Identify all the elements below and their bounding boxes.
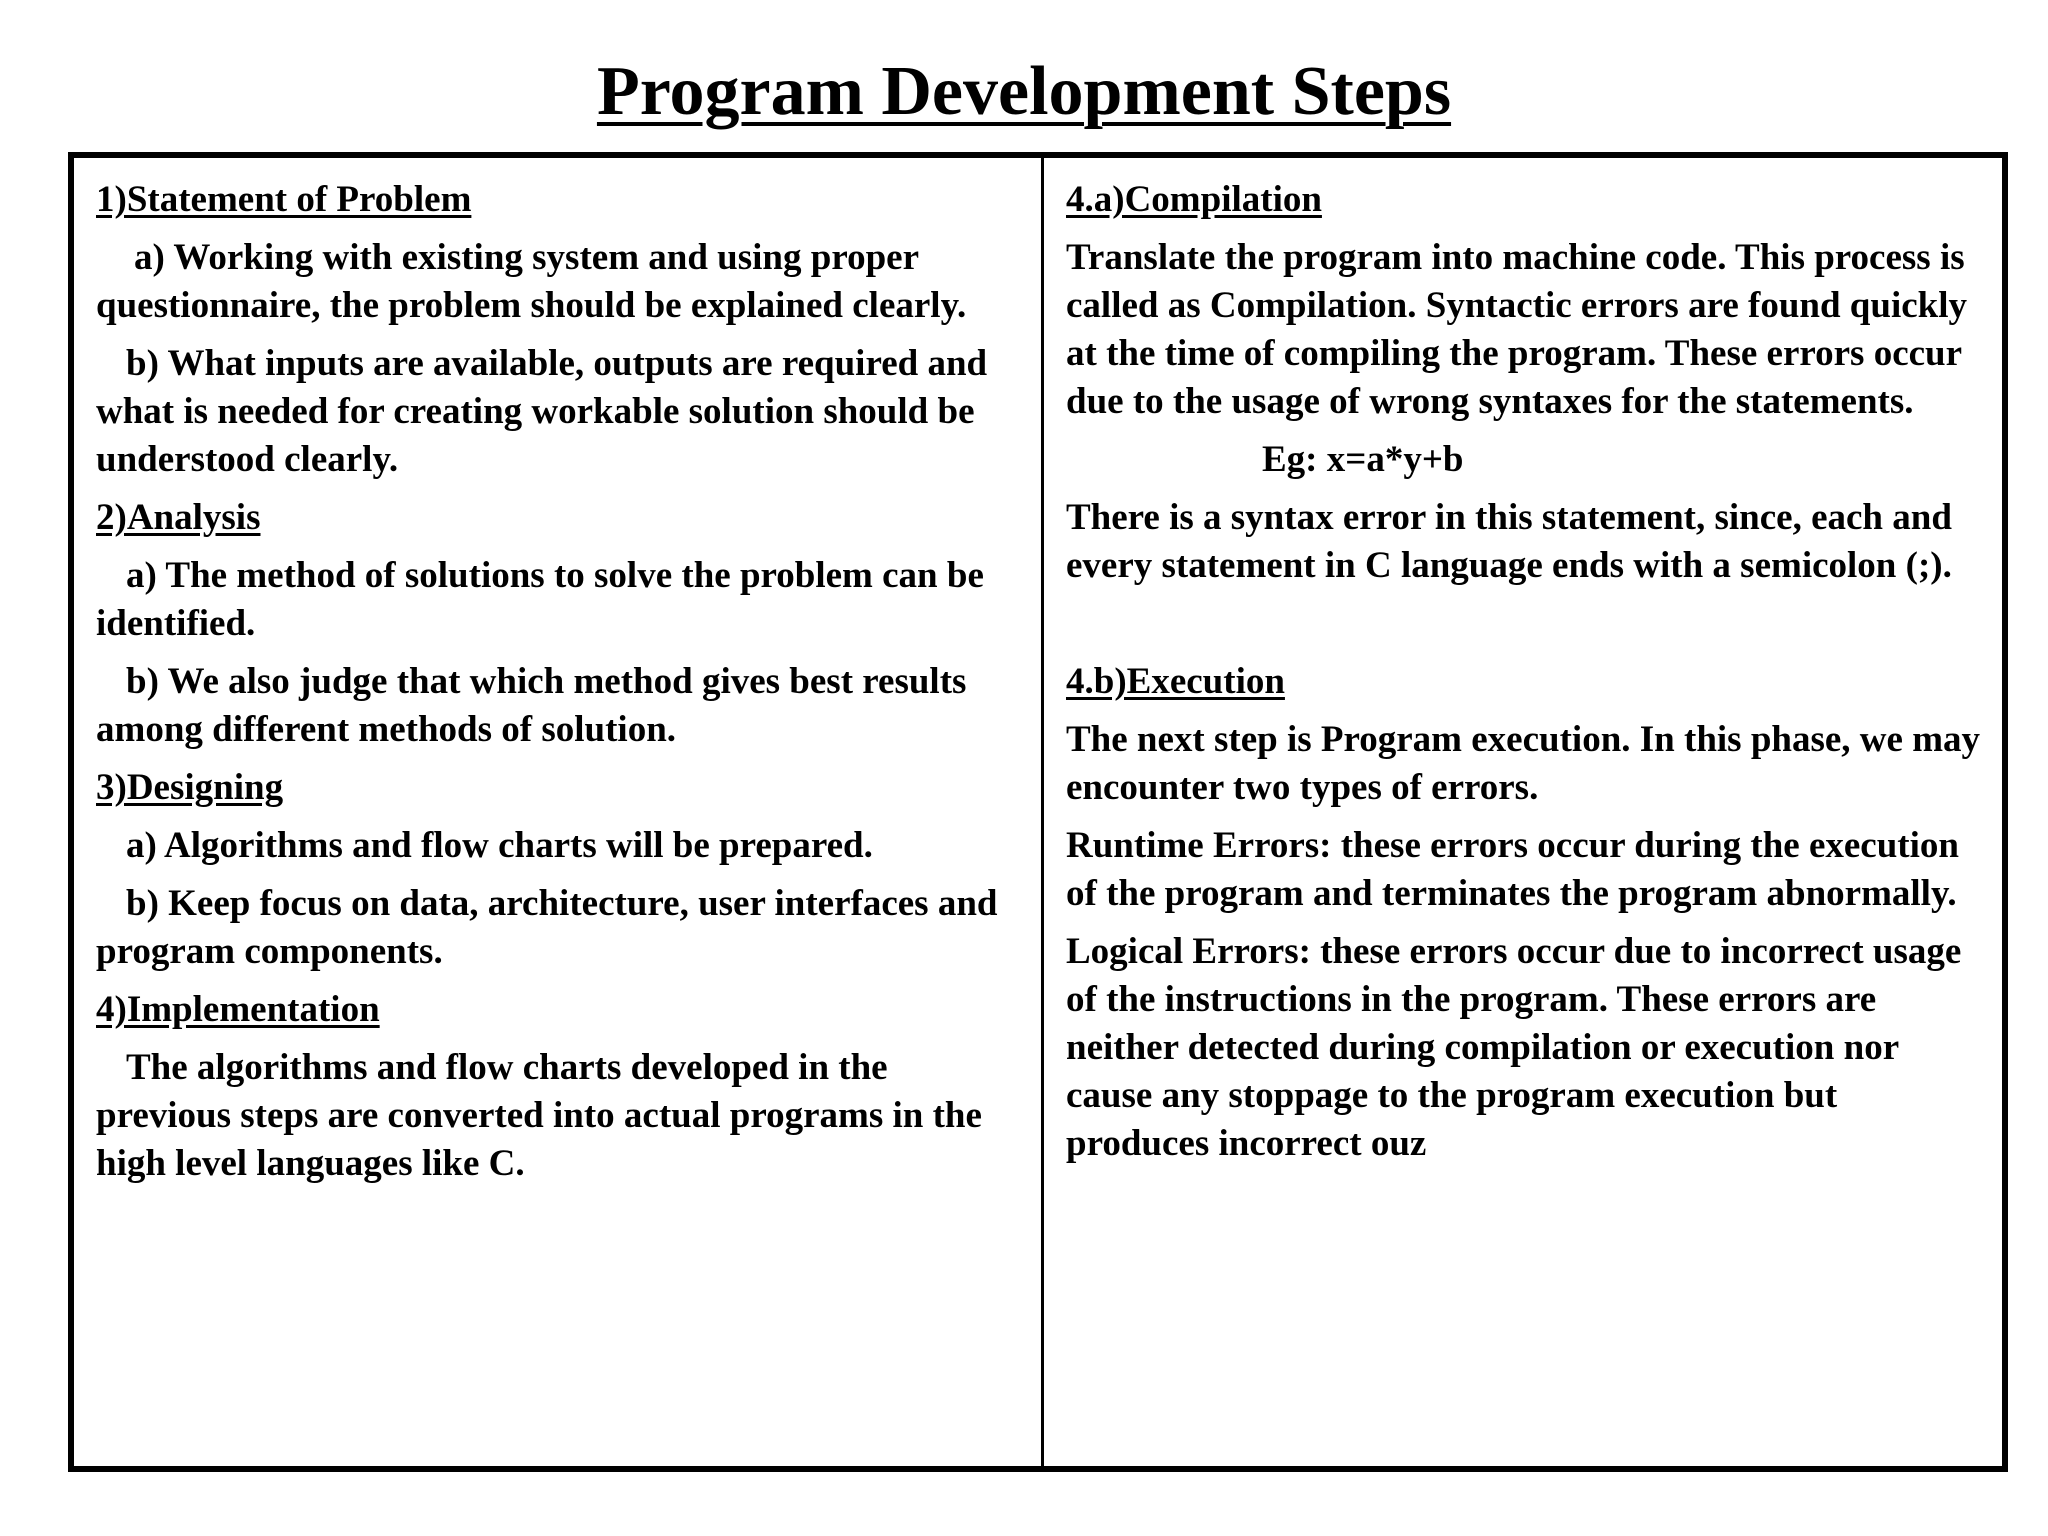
- page-title: Program Development Steps: [596, 53, 1452, 130]
- statement-of-problem-point-a: a) Working with existing system and using proper questionnaire, the problem should be explained clearly.: [96, 237, 967, 326]
- section-implementation-heading: 4)Implementation: [96, 989, 380, 1030]
- designing-point-b: b) Keep focus on data, architecture, user interfaces and program components.: [96, 883, 998, 972]
- designing-point-a: a) Algorithms and flow charts will be prepared.: [126, 825, 873, 866]
- section-execution-heading: 4.b)Execution: [1066, 661, 1285, 702]
- left-column: [74, 158, 1044, 1466]
- statement-of-problem-point-b: b) What inputs are available, outputs are required and what is needed for creating workable solution should be understood clearly.: [96, 343, 988, 480]
- compilation-note: There is a syntax error in this statement, since, each and every statement in C language ends with a semicolon (;).: [1066, 497, 1952, 586]
- runtime-errors-text: Runtime Errors: these errors occur during the execution of the program and terminates the program abnormally.: [1066, 825, 1959, 914]
- compilation-text: Translate the program into machine code. This process is called as Compilation. Syntactic errors are found quickly at the time of compiling the program. These errors occur due to the usage of wrong syntaxes for the statements.: [1066, 237, 1968, 422]
- section-analysis-heading: 2)Analysis: [96, 497, 261, 538]
- right-column: [1044, 158, 2002, 1466]
- section-designing-heading: 3)Designing: [96, 767, 284, 808]
- implementation-text: The algorithms and flow charts developed in the previous steps are converted into actual programs in the high level languages like C.: [96, 1047, 982, 1184]
- logical-errors-text: Logical Errors: these errors occur due to incorrect usage of the instructions in the program. These errors are neither detected during compilation or execution nor cause any stoppage to the program execution but produces incorrect ouz: [1066, 931, 1962, 1164]
- section-compilation-heading: 4.a)Compilation: [1066, 179, 1322, 220]
- section-statement-of-problem-heading: 1)Statement of Problem: [96, 179, 472, 220]
- analysis-point-a: a) The method of solutions to solve the problem can be identified.: [96, 555, 984, 644]
- content-table: [68, 152, 2008, 1472]
- analysis-point-b: b) We also judge that which method gives best results among different methods of solution.: [96, 661, 967, 750]
- execution-text: The next step is Program execution. In this phase, we may encounter two types of errors.: [1066, 719, 1981, 808]
- compilation-example: Eg: x=a*y+b: [1262, 439, 1464, 480]
- section-spacer: [1066, 600, 1980, 658]
